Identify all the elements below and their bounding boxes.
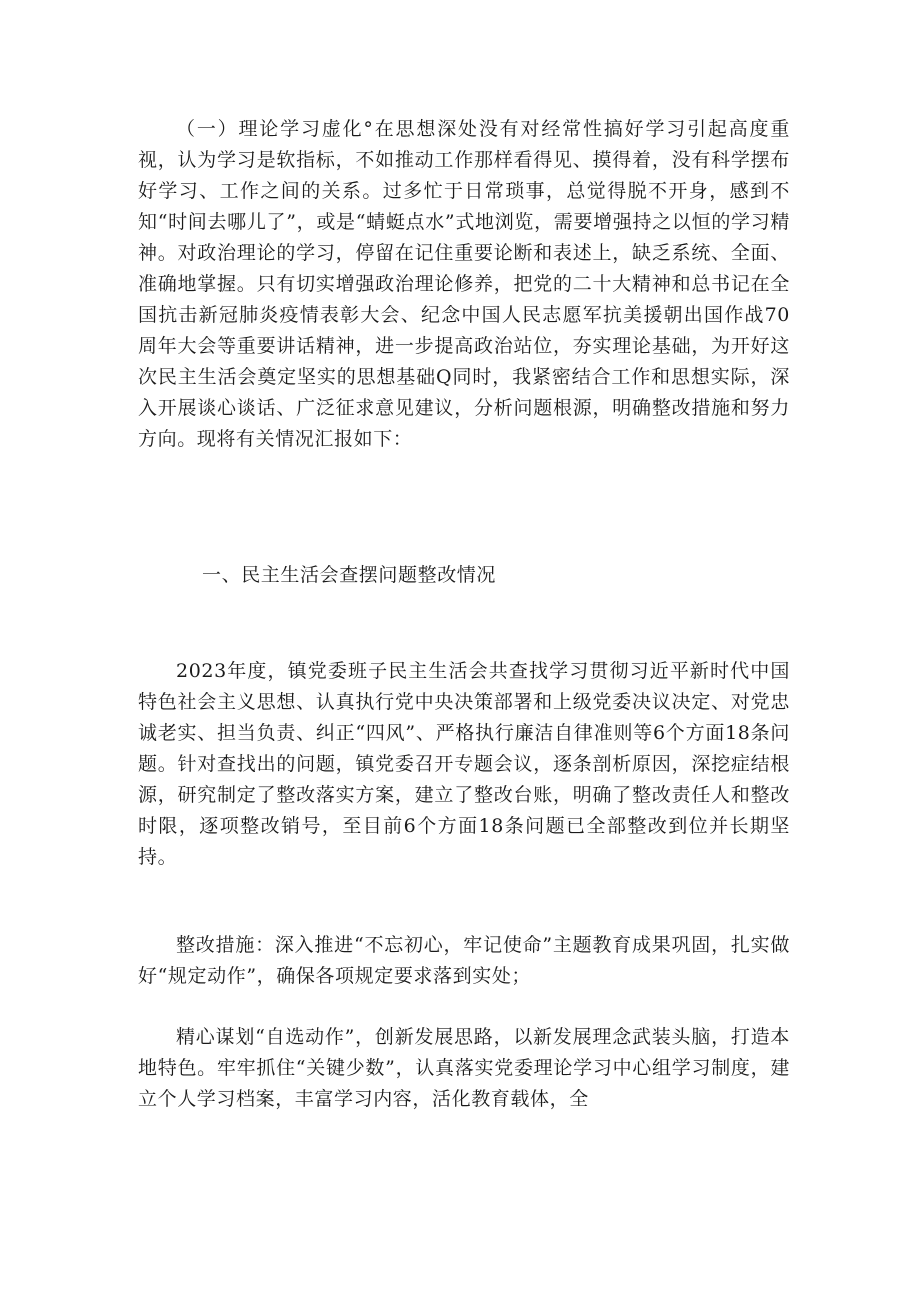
- paragraph-annual-review: 2023年度，镇党委班子民主生活会共查找学习贯彻习近平新时代中国特色社会主义思想、认真执行党中央决策部署和上级党委决议决定、对党忠诚老实、担当负责、纠正“四风”、严格执行廉洁自律准则等6个方面18条问题。针对查找出的问题，镇党委召开专题会议，逐条剖析原因，深挖症结根源，研究制定了整改落实方案，建立了整改台账，明确了整改责任人和整改时限，逐项整改销号，至目前6个方面18条问题已全部整改到位并长期坚持。: [138, 660, 790, 868]
- paragraph-self-selected-actions: 精心谋划“自选动作”，创新发展思路，以新发展理念武装头脑，打造本地特色。牢牢抓住“关键少数”，认真落实党委理论学习中心组学习制度，建立个人学习档案，丰富学习内容，活化教育载体，全: [138, 1026, 790, 1110]
- section-heading-rectification: 一、民主生活会查摆问题整改情况: [202, 564, 497, 586]
- paragraph-rectification-measures: 整改措施：深入推进“不忘初心，牢记使命”主题教育成果巩固，扎实做好“规定动作”，确保各项规定要求落到实处；: [138, 934, 790, 987]
- paragraph-theory-study: （一）理论学习虚化°在思想深处没有对经常性搞好学习引起高度重视，认为学习是软指标，不如推动工作那样看得见、摸得着，没有科学摆布好学习、工作之间的关系。过多忙于日常琐事，总觉得脱不开身，感到不知“时间去哪儿了”，或是“蜻蜓点水”式地浏览，需要增强持之以恒的学习精神。对政治理论的学习，停留在记住重要论断和表述上，缺乏系统、全面、准确地掌握。只有切实增强政治理论修养，把党的二十大精神和总书记在全国抗击新冠肺炎疫情表彰大会、纪念中国人民志愿军抗美援朝出国作战70周年大会等重要讲话精神，进一步提高政治站位，夯实理论基础，为开好这次民主生活会奠定坚实的思想基础Q同时，我紧密结合工作和思想实际，深入开展谈心谈话、广泛征求意见建议，分析问题根源，明确整改措施和努力方向。现将有关情况汇报如下：: [138, 118, 790, 450]
